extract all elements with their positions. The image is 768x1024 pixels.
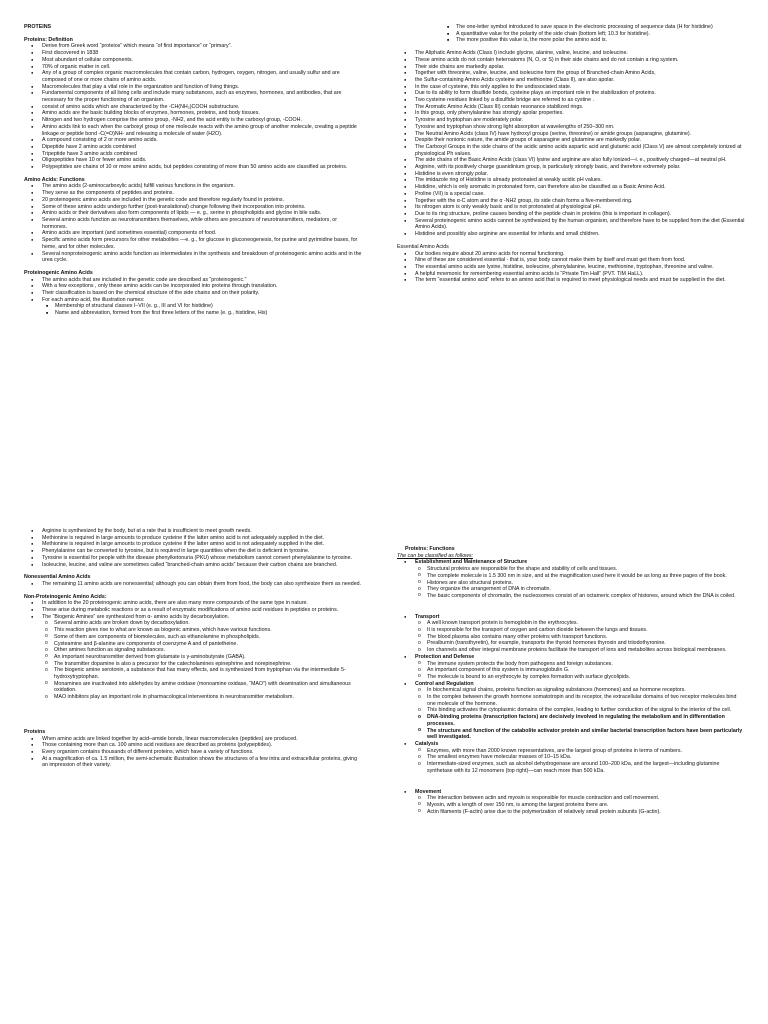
heading-amino-acids-functions: Amino Acids: Functions (24, 176, 85, 183)
function-group (397, 741, 745, 789)
list-item: ● The term “essential amino acid” refers to an amino acid that is required to meet physiological needs and must be supplied in the diet. (397, 277, 745, 284)
list-item: o DNA-binding proteins (transcription factors) are decisively involved in regulating the metabolism and in differentiation processes. (397, 714, 745, 727)
list-item: ● Arginine is synthesized by the body, but at a rate that is insufficient to meet growth needs. (24, 528, 362, 535)
list-item: ■ A quantitative value for the polarity of the side chain (bottom left; 10.3 for histidine). (425, 31, 745, 38)
list-item: ● Those containing more than ca. 100 amino acid residues are described as proteins (polypeptides). (24, 742, 362, 749)
list-item: ● Polypeptides are chains of 10 or more amino acids, but peptides consisting of more than 50 amino acids are classified as proteins. (24, 164, 362, 171)
list-item: ● Macromolecules that play a vital role in the organization and function of living things. (24, 84, 362, 91)
list-item: ● 20 proteinogenic amino acids are included in the genetic code and therefore regularly found in proteins. (24, 197, 362, 204)
function-group (397, 654, 745, 681)
list-item: o They organize the arrangement of DNA in chromatin. (397, 586, 745, 593)
list-item: ● Tripeptide have 3 amino acids combined (24, 151, 362, 158)
list-item: o This reaction gives rise to what are known as biogenic amines, which have various functions. (24, 627, 362, 634)
list-item: o An important neurotransmitter derived from glutamate is γ-aminobutyrate (GABA). (24, 654, 362, 661)
list-item: ● A helpful mnemonic for remembering essential amino acids is “Private Tim Hall” (PVT. TIM HaLL). (397, 271, 745, 278)
list-item: ● A compound consisting of 2 or more amino acids. (24, 137, 362, 144)
list-item: o The blood plasma also contains many other proteins with transport functions. (397, 634, 745, 641)
list-item: ● consist of amino acids which are characterized by the -CH(NH₂)COOH substructure. (24, 104, 362, 111)
heading-non-proteinogenic: Non-Proteinogenic Amino Acids: (24, 593, 107, 600)
group-label: Protection and Defense (415, 653, 475, 660)
function-group (397, 681, 745, 741)
function-group (397, 559, 745, 613)
list-item: ● Some of these amino acids undergo further (post-translational) change following their incorporation into proteins. (24, 204, 362, 211)
list-item: ● The side chains of the Basic Amino Acids (class VI) lysine and arginine are also fully ionized—i. e., positively charged—at neutral pH. (397, 157, 745, 164)
heading-proteinogenic-amino-acids: Proteinogenic Amino Acids (24, 269, 93, 276)
list-item: o Actin filaments (F-actin) arise due to the polymerization of relatively small protein subunits (G-actin). (397, 809, 745, 816)
group-label: Establishment and Maintenance of Structure (415, 559, 528, 566)
list-item: ■ Name and abbreviation, formed from the first three letters of the name (e. g., histidine, His) (24, 310, 362, 317)
list-item: o An important component of this system is immunoglobulin G. (397, 667, 745, 674)
list-item: o Prealbumin (transthyretin), for example, transports the thyroid hormones thyroxin and triiodothyronine. (397, 640, 745, 647)
group-items (397, 620, 745, 654)
heading-nonessential: Nonessential Amino Acids (24, 574, 91, 581)
list-item: o Cysteamine and β-alanine are components of coenzyme A and of pantetheine. (24, 641, 362, 648)
list-item: ● Any of a group of complex organic macromolecules that contain carbon, hydrogen, oxygen, nitrogen, and usually sulfur and are composed of one or more chains of amino acids. (24, 70, 362, 83)
list-item: o Myosin, with a length of over 150 nm, is among the largest proteins there are. (397, 802, 745, 809)
list-item: ■ Membership of structural classes I–VII (e. g., III and VI for histidine) (24, 303, 362, 310)
list-item: o This binding activates the cytoplasmic domains of the complex, leading to further conduction of the signal to the interior of the cell. (397, 707, 745, 714)
list-item: o Several amino acids are broken down by decarboxylation. (24, 620, 362, 627)
list-item: ● Amino acids or their derivatives also form components of lipids — e. g., serine in phospholipids and glycine in bile salts. (24, 210, 362, 217)
list-item: ● In this group, only phenylalanine has strongly apolar properties. (397, 110, 745, 117)
proteins-list (24, 736, 362, 770)
list-item: ● The Aromatic Amino Acids (Class III) contain resonance stabilized rings. (397, 104, 745, 111)
functions-list (24, 183, 362, 263)
list-item: ● With a few exceptions , only these amino acids can be incorporated into proteins through translation. (24, 283, 362, 290)
illustration-names-list (24, 303, 362, 316)
list-item: ● Amino acids are the basic building blocks of enzymes, hormones, proteins, and body tissues. (24, 110, 362, 117)
list-item: ● They serve as the components of peptides and proteins. (24, 190, 362, 197)
list-item: ● Their classification is based on the chemical structure of the side chains and on their polarity. (24, 290, 362, 297)
list-item: ● 70% of organic matter in cell. (24, 64, 362, 71)
list-item: o The structure and function of the catabolite activator protein and similar bacterial transcription factors have been particularly well investigated. (397, 728, 745, 741)
list-item: ● Specific amino acids form precursors for other metabolites —e. g., for glucose in gluconeogenesis, for purine and pyrimidine bases, for heme, and for other molecules. (24, 237, 362, 250)
list-item: ● Together with the α-C atom and the α -NH2 group, its side chain forms a five-membered ring. (397, 198, 745, 205)
list-item: ● The amino acids that are included in the genetic code are described as “proteinogenic.” (24, 277, 362, 284)
list-item: ● Histidine is even strongly polar. (397, 171, 745, 178)
list-item: ■ The more positive this value is, the more polar the amino acid is. (425, 37, 745, 44)
list-item: ● Isoleucine, leucine, and valine are sometimes called “branched-chain amino acids” because their carbon chains are branched. (24, 562, 362, 569)
function-group (397, 789, 745, 816)
list-item: o In the complex between the growth hormone somatotropin and its receptor, the extracellular domains of two receptor molecules bind one molecule of the hormone. (397, 694, 745, 707)
list-item: o Histones are also structural proteins. (397, 580, 745, 587)
list-item: ● The imidazole ring of Histidine is already protonated at weakly acidic pH values. (397, 177, 745, 184)
list-item: o The complete molecule is 1.5 300 nm in size, and at the magnification used here it would be as long as three pages of the book. (397, 573, 745, 580)
group-label: Catalysis (415, 740, 439, 747)
list-item: ● Tyrosine and tryptophan show strong light absorption at wavelengths of 250–300 nm. (397, 124, 745, 131)
list-item: o Monamines are inactivated into aldehydes by amine oxidase (monoamine oxidase, “MAO”) with deamination and simultaneous oxidation. (24, 681, 362, 694)
list-item: ● Dipeptide have 2 amino acids combined (24, 144, 362, 151)
list-item: ● Methionine is required in large amounts to produce cysteine if the latter amino acid is not adequately supplied in the diet. (24, 541, 362, 548)
list-item: ● Histidine and possibly also arginine are essential for infants and small children. (397, 231, 745, 238)
list-item: ● Several nonproteinogenic amino acids function as intermediates in the synthesis and breakdown of proteinogenic amino acids and in the urea cycle. (24, 251, 362, 264)
group-items (397, 687, 745, 741)
document-title: PROTEINS (24, 24, 52, 30)
list-item: ● Several amino acids function as neurotransmitters themselves, while others are precursors of neurotransmitters, mediators, or hormones. (24, 217, 362, 230)
list-item: ● Phenylalanine can be converted to tyrosine, but is required in large quantities when the diet is deficient in tyrosine. (24, 548, 362, 555)
list-item: ● Its nitrogen atom is only weakly basic and is not protonated at physiological pH. (397, 204, 745, 211)
list-item: o Ion channels and other integral membrane proteins facilitate the transport of ions and metabolites across biological membranes. (397, 647, 745, 654)
list-item: ● In addition to the 20 proteinogenic amino acids, there are also many more compounds of the same type in nature. (24, 600, 362, 607)
list-item: ● In the case of cysteine, this only applies to the undissociated state. (397, 84, 745, 91)
amino-acid-classes-list (397, 50, 745, 238)
list-item: ● Two cysteine residues linked by a disulfide bridge are referred to as cystine . (397, 97, 745, 104)
non-proteinogenic-list (24, 600, 362, 620)
list-item: ● The Neutral Amino Acids (class IV) have hydroxyl groups (serine, threonine) or amide groups (asparagine, glutamine). (397, 131, 745, 138)
list-item: ● Our bodies require about 20 amino acids for normal functioning. (397, 251, 745, 258)
list-item: o The basic components of chromatin, the nucleosomes consist of an octameric complex of histones, around which the DNA is coiled. (397, 593, 745, 600)
list-item: o It is responsible for the transport of oxygen and carbon dioxide between the lungs and tissues. (397, 627, 745, 634)
list-item: ● The Carboxyl Groups in the side chains of the acidic amino acids aspartic acid and glutamic acid (Class V) are almost completely ionized at physiological Ph values. (397, 144, 745, 157)
list-item: o The transmitter dopamine is also a precursor for the catecholamines epinephrine and norepinephrine. (24, 661, 362, 668)
list-item: o The molecule is bound to an erythrocyte by complex formation with surface glycolipids. (397, 674, 745, 681)
list-item: ● At a magnification of ca. 1.5 million, the semi-schematic illustration shows the structures of a few intra and extracellular proteins, giving an impression of their variety. (24, 756, 362, 769)
list-item: ● Nine of these are considered essential - that is, your body cannot make them by itself and must get them from food. (397, 257, 745, 264)
list-item: o A well known transport protein is hemoglobin in the erythrocytes. (397, 620, 745, 627)
list-item: ● First discovered in 1838 (24, 50, 362, 57)
list-item: ● Every organism contains thousands of different proteins, which have a variety of functions. (24, 749, 362, 756)
list-item: ● Proline (VII) is a special case. (397, 191, 745, 198)
list-item: o Intermediate-sized enzymes, such as alcohol dehydrogenase are around 100–200 kDa, and the largest—including glutamine synthetase with its 12 monomers (top right)—can reach more than 500 kDa. (397, 761, 745, 774)
list-item: ● Tyrosine and tryptophan are moderately polar. (397, 117, 745, 124)
list-item: ● Arginine, with its positively charge guanidinium group, is particularly strongly basic, and therefore extremely polar. (397, 164, 745, 171)
list-item: ● Due to its ring structure, proline causes bending of the peptide chain in proteins (this is important in collagen). (397, 211, 745, 218)
list-item: ● Derive from Greek word “proteios” which means “of first importance” or “primary”. (24, 43, 362, 50)
list-item: ● These arise during metabolic reactions or as a result of enzymatic modifications of amino acid residues in peptides or proteins. (24, 607, 362, 614)
list-item: o In biochemical signal chains, proteins function as signaling substances (hormones) and as hormone receptors. (397, 687, 745, 694)
list-item: ● Several proteinogenic amino acids cannot be synthesized by the human organism, and therefore have to be supplied from the diet (Essential Amino Acids). (397, 218, 745, 231)
list-item: o Some of them are components of biomolecules, such as ethanolamine in phospholipids. (24, 634, 362, 641)
list-item: ● The “Biogenic Amines” are synthesized from α- amino acids by decarboxylation. (24, 614, 362, 621)
function-group (397, 614, 745, 654)
list-item: ● Amino acids link to each when the carboxyl group of one molecule reacts with the amino group of another molecule, creating a peptide linkage or peptide bond -C(=O)NH- and releasing a molecule of water (H2O). (24, 124, 362, 137)
proteinogenic-list (24, 277, 362, 304)
functions-subtitle: The can be classified as follows: (397, 552, 473, 559)
list-item: o The immune system protects the body from pathogens and foreign substances. (397, 661, 745, 668)
heading-proteins-functions: Proteins: Functions (405, 546, 455, 552)
list-item: ● The remaining 11 amino acids are nonessential; although you can obtain them from food, the body can also synthesize them as needed. (24, 581, 362, 588)
list-item: ● For each amino acid, the illustration names: (24, 297, 362, 304)
nonessential-list (24, 581, 362, 588)
list-item: o Other amines function as signaling substances. (24, 647, 362, 654)
heading-proteins-definition: Proteins: Definition (24, 36, 73, 43)
list-item: ● Histidine, which is only aromatic in protonated form, can therefore also be classified as a Basic Amino Acid. (397, 184, 745, 191)
group-label: Control and Regulation (415, 680, 474, 687)
list-item: ● The Aliphatic Amino Acids (Class I) include glycine, alanine, valine, leucine, and isoleucine. (397, 50, 745, 57)
definition-list (24, 43, 362, 170)
list-item: ● These amino acids do not contain heteroatoms (N, O, or S) in their side chains and do not contain a ring system. (397, 57, 745, 64)
list-item: ● Methionine is required in large amounts to produce cysteine if the latter amino acid is not adequately supplied in the diet. (24, 535, 362, 542)
essential-notes-list (24, 528, 362, 568)
list-item: ● Nitrogen and two hydrogen comprise the amino group, -NH2, and the acid entity is the carboxyl group, -COOH. (24, 117, 362, 124)
list-item: ● the Sulfur-containing Amino Acids cysteine and methionine (Class II), are also apolar. (397, 77, 745, 84)
essential-list (397, 251, 745, 285)
heading-proteins: Proteins (24, 728, 46, 735)
function-groups (397, 559, 745, 815)
list-item: ■ The one-letter symbol introduced to save space in the electronic processing of sequence data (H for histidine) (425, 24, 745, 31)
list-item: ● Their side chains are markedly apolar. (397, 64, 745, 71)
list-item: ● Tyrosine is essential for people with the disease phenylketonuria (PKU) whose metabolism cannot convert phenylalanine to tyrosine. (24, 555, 362, 562)
group-items (397, 566, 745, 600)
list-item: ● Despite their nonionic nature, the amide groups of asparagine and glutamine are markedly polar. (397, 137, 745, 144)
list-item: o The smallest enzymes have molecular masses of 10–15 kDa. (397, 754, 745, 761)
list-item: o Structural proteins are responsible for the shape and stability of cells and tissues. (397, 566, 745, 573)
list-item: ● Fundamental components of all living cells and include many substances, such as enzymes, hormones, and antibodies, that are necessary for the proper functioning of an organism. (24, 90, 362, 103)
group-label: Movement (415, 788, 442, 795)
list-item: o Enzymes, with more than 2000 known representatives, are the largest group of proteins in terms of numbers. (397, 748, 745, 755)
group-items (397, 748, 745, 775)
group-items (397, 795, 745, 815)
list-item: o The interaction between actin and myosin is responsible for muscle contraction and cell movement. (397, 795, 745, 802)
illustration-names-list-cont (397, 24, 745, 44)
group-label: Transport (415, 613, 440, 620)
list-item: ● The essential amino acids are lysine, histidine, isoleucine, phenylalanine, leucine, methionine, tryptophan, threonine and valine. (397, 264, 745, 271)
list-item: ● When amino acids are linked together by acid–amide bonds, linear macromolecules (peptides) are produced. (24, 736, 362, 743)
list-item: ● The amino acids (2-aminocarboxylic acids) fulfill various functions in the organism. (24, 183, 362, 190)
column-bottom-left (24, 528, 362, 769)
group-items (397, 661, 745, 681)
list-item: ● Together with threonine, valine, leucine, and isoleucine form the group of Branched-chain Amino Acids, (397, 70, 745, 77)
list-item: ● Most abundant of cellular components. (24, 57, 362, 64)
biogenic-amines-list (24, 620, 362, 700)
column-top-left (24, 24, 362, 317)
list-item: ● Due to its ability to form disulfide bonds, cysteine plays an important role in the stabilization of proteins. (397, 90, 745, 97)
list-item: ● Amino acids are important (and sometimes essential) components of food. (24, 230, 362, 237)
column-bottom-right (397, 546, 745, 815)
list-item: ● Oligopeptides have 10 or fewer amino acids. (24, 157, 362, 164)
heading-essential-amino-acids: Essential Amino Acids (397, 243, 449, 250)
list-item: o The biogenic amine serotonin, a substance that has many effects, and is synthesized from tryptophan via the intermediate 5-hydroxytryptophan. (24, 667, 362, 680)
column-top-right (397, 24, 745, 284)
list-item: o MAO inhibitors play an important role in pharmacological interventions in neurotransmitter metabolism. (24, 694, 362, 701)
